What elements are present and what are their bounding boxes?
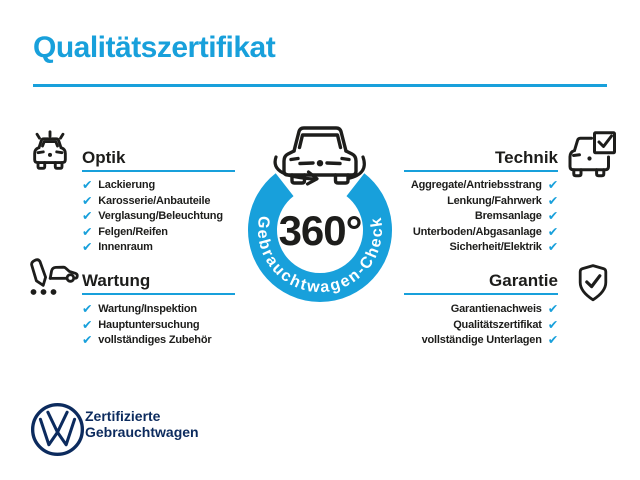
check-icon: ✔ bbox=[547, 209, 558, 223]
checklist-item bbox=[475, 211, 558, 223]
checklist-item-label: Lenkung/Fahrwerk bbox=[447, 194, 542, 207]
checklist-item bbox=[82, 242, 223, 254]
checklist-item bbox=[412, 224, 558, 239]
checklist-item bbox=[82, 211, 223, 223]
check-icon: ✔ bbox=[82, 302, 93, 316]
check-icon: ✔ bbox=[547, 240, 558, 254]
section-divider-optik bbox=[82, 170, 235, 172]
car-front-shine-icon bbox=[27, 129, 73, 174]
check-icon: ✔ bbox=[82, 317, 93, 332]
check-icon: ✔ bbox=[547, 193, 558, 208]
checklist-item-label: Lackierung bbox=[98, 179, 155, 191]
check-icon: ✔ bbox=[82, 178, 93, 192]
checklist-item bbox=[447, 193, 558, 208]
checklist-item-label: vollständiges Zubehör bbox=[98, 334, 212, 346]
checklist-wartung bbox=[82, 304, 211, 347]
checklist-item bbox=[82, 193, 223, 208]
checklist-item bbox=[82, 180, 223, 192]
badge-degree-label: 360° bbox=[278, 207, 362, 254]
checklist-garantie bbox=[422, 304, 558, 347]
check-icon: ✔ bbox=[82, 333, 93, 347]
checklist-item-label: Bremsanlage bbox=[474, 210, 542, 222]
section-heading-optik: Optik bbox=[82, 148, 126, 167]
badge-360-check bbox=[230, 118, 410, 310]
brand-line2: Gebrauchtwagen bbox=[85, 423, 199, 440]
check-icon: ✔ bbox=[547, 333, 558, 347]
brand-line1: Zertifizierte bbox=[85, 408, 161, 424]
checklist-optik bbox=[82, 180, 223, 254]
checklist-item-label: Wartung/Inspektion bbox=[98, 303, 197, 315]
page-title: Qualitätszertifikat bbox=[33, 31, 276, 64]
check-icon: ✔ bbox=[547, 317, 558, 332]
check-icon: ✔ bbox=[547, 224, 558, 239]
badge-ring-label: Gebrauchtwagen-Check bbox=[253, 214, 387, 297]
checklist-item bbox=[82, 317, 211, 332]
section-heading-technik: Technik bbox=[495, 148, 558, 167]
check-icon: ✔ bbox=[82, 209, 93, 223]
checklist-item-label: Hauptuntersuchung bbox=[98, 318, 200, 331]
checklist-item-label: Unterboden/Abgasanlage bbox=[412, 225, 542, 238]
check-icon: ✔ bbox=[547, 178, 558, 192]
checklist-item bbox=[411, 180, 558, 192]
checklist-item-label: vollständige Unterlagen bbox=[421, 334, 542, 346]
check-icon: ✔ bbox=[82, 240, 93, 254]
checklist-item-label: Qualitätszertifikat bbox=[453, 318, 542, 331]
check-icon: ✔ bbox=[82, 224, 93, 239]
car-checkbox-icon bbox=[565, 131, 617, 181]
checklist-item bbox=[450, 242, 558, 254]
inspection-pen-car-icon bbox=[25, 257, 79, 299]
section-divider-wartung bbox=[82, 293, 235, 295]
section-divider-garantie bbox=[404, 293, 558, 295]
section-heading-wartung: Wartung bbox=[82, 271, 151, 290]
car-front-rotation-icon bbox=[275, 128, 364, 184]
checklist-item-label: Karosserie/Anbauteile bbox=[98, 194, 211, 207]
check-icon: ✔ bbox=[82, 193, 93, 208]
checklist-item bbox=[82, 304, 211, 316]
checklist-item-label: Verglasung/Beleuchtung bbox=[98, 210, 223, 222]
checklist-item bbox=[453, 317, 558, 332]
checklist-item-label: Sicherheit/Elektrik bbox=[449, 241, 542, 253]
checklist-item bbox=[422, 335, 558, 347]
checklist-item-label: Aggregate/Antriebsstrang bbox=[410, 179, 542, 191]
section-divider-technik bbox=[404, 170, 558, 172]
section-heading-garantie: Garantie bbox=[489, 271, 558, 290]
title-divider bbox=[33, 84, 607, 87]
check-icon: ✔ bbox=[547, 302, 558, 316]
checklist-item-label: Innenraum bbox=[98, 241, 153, 253]
checklist-technik bbox=[411, 180, 558, 254]
checklist-item bbox=[82, 224, 223, 239]
checklist-item bbox=[451, 304, 558, 316]
shield-check-icon bbox=[576, 263, 610, 303]
checklist-item-label: Felgen/Reifen bbox=[98, 225, 168, 238]
vw-logo-icon bbox=[30, 402, 85, 457]
checklist-item-label: Garantienachweis bbox=[450, 303, 542, 315]
checklist-item bbox=[82, 335, 211, 347]
brand-text bbox=[85, 409, 199, 440]
